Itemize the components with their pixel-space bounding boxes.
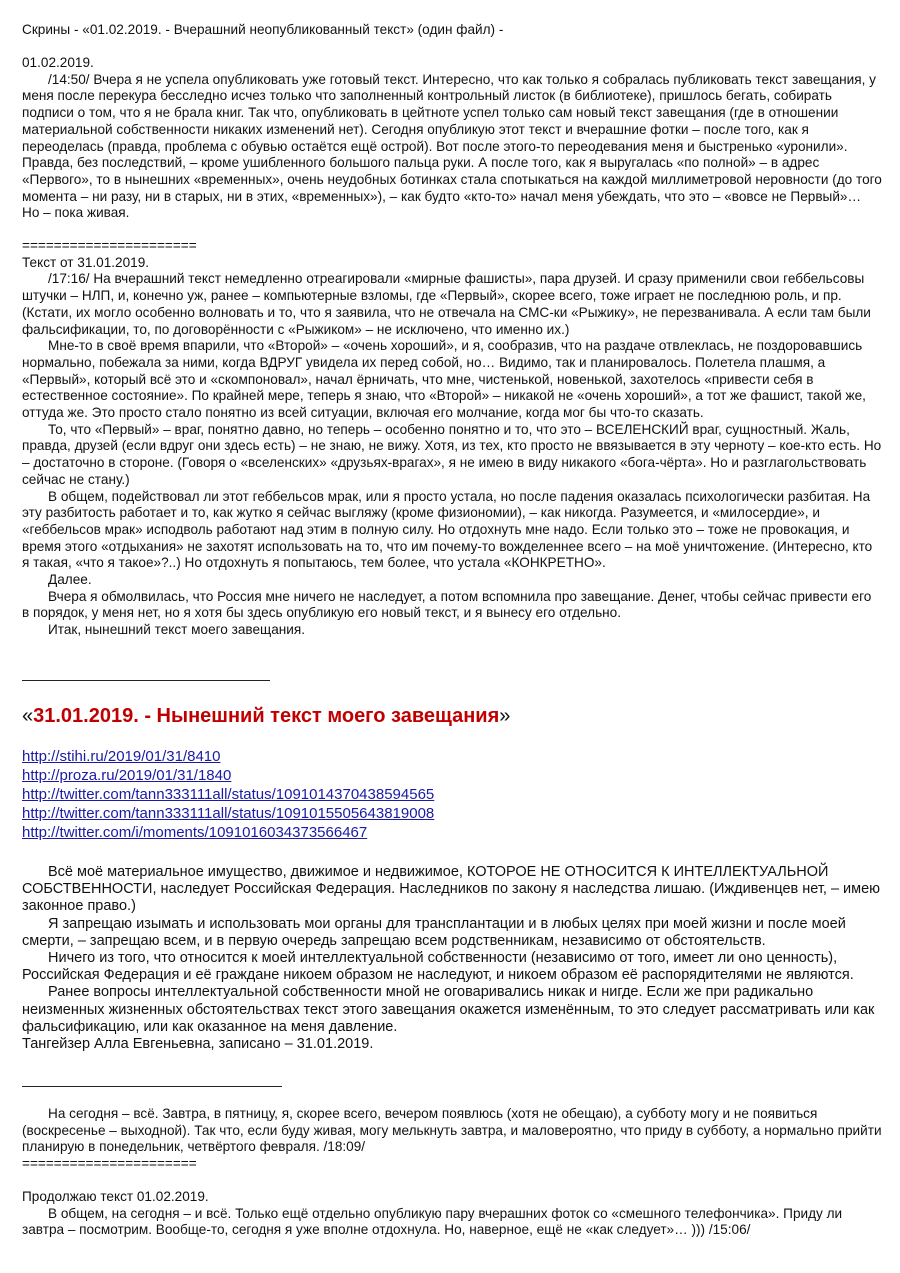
paragraph: Ранее вопросы интеллектуальной собственности мной не оговаривались никак и нигде. Если же при радикально неизменных жизненных обстоятельствах текст этого завещания окажется изменённым, то это следует рассматривать или как фальсификацию, или как оказанное на меня давление. (22, 984, 875, 1035)
paragraph: На сегодня – всё. Завтра, в пятницу, я, скорее всего, вечером появлюсь (хотя не обещаю), а субботу могу и не появиться (воскресенье – выходной). Так что, если буду живая, могу мелькнуть завтра, и маловероятно, что приду в субботу, а нормально прийти планирую в понедельник, четвёртого февраля. /18:09/ (22, 1106, 882, 1155)
link-twitter-status-1[interactable]: http://twitter.com/tann333111all/status/1091014370438594565 (22, 786, 435, 803)
header-caption: Скрины - «01.02.2019. - Вчерашний неопубликованный текст» (один файл) - (22, 22, 504, 37)
link-twitter-moments[interactable]: http://twitter.com/i/moments/1091016034373566467 (22, 824, 368, 841)
separator: ====================== (22, 238, 197, 253)
signature: Тангейзер Алла Евгеньевна, записано – 31.01.2019. (22, 1036, 374, 1053)
paragraph: Вчера я обмолвилась, что Россия мне ничего не наследует, а потом вспомнила про завещание. Денег, чтобы сейчас привести его в порядок, у меня нет, но я хотя бы здесь опубликую его новый текст, и я вынесу его отдельно. (22, 588, 872, 621)
paragraph: Мне-то в своё время впарили, что «Второй» – «очень хороший», и я, сообразив, что на раздаче отвлеклась, не поздоровавшись нормально, побежала за ними, когда ВДРУГ увидела их перед собой, но… Видимо, так и планировалось. Полетела плашмя, а «Первый», который всё это и «скомпоновал», начал ёрничать, что мне, чистенькой, новенькой, захотелось «привести себя в естественное состояние». По крайней мере, теперь я знаю, что «Второй» – никакой не «очень хороший», а тот же фашист, такой же, оттуда же. Это просто стало понятно из всей ситуации, включая его молчание, когда мог бы что-то сказать. (22, 338, 866, 421)
paragraph: Всё моё материальное имущество, движимое и недвижимое, КОТОРОЕ НЕ ОТНОСИТСЯ К ИНТЕЛЛЕКТУАЛЬНОЙ СОБСТВЕННОСТИ, наследует Российская Федерация. Наследников по закону я наследства лишаю. (Иждивенцев нет, – имею законное право.) (22, 864, 881, 915)
section-heading: Текст от 31.01.2019. (22, 254, 150, 270)
link-list (22, 747, 882, 842)
paragraph: /14:50/ Вчера я не успела опубликовать уже готовый текст. Интересно, что как только я собралась публиковать текст завещания, у меня после перекура бесследно исчез только что заполненный контрольный листок (в библиотеке), пришлось бегать, собирать подписи о том, что я не брала книг. Так что, опубликовать в цейтноте успел только сам новый текст завещания (где в отношении материальной собственности никаких изменений нет). Сегодня опубликую этот текст и вчерашние фотки – после того, как я переоделась (правда, проблема с обувью остаётся ещё острой). Вот после этого-то переодевания меня и быстренько «уронили». Правда, без последствий, – кроме ушибленного большого пальца руки. А после того, как я выругалась «по полной» – в адрес «Первого», то в нынешних «временных», очень неудобных ботинках стала спотыкаться на каждой миллиметровой неровности (до того момента – ни разу, ни в старых, ни в этих, «временных»), – как будто «кто-то» начал меня убеждать, что это – «вовсе не Первый»… Но – пока живая. (22, 71, 882, 221)
will-title: «31.01.2019. - Нынешний текст моего завещания» (22, 705, 511, 727)
section-heading: Продолжаю текст 01.02.2019. (22, 1189, 209, 1204)
paragraph: Ничего из того, что относится к моей интеллектуальной собственности (независимо от того, имеет ли оно ценность), Российская Федерация и её граждане никоем образом не наследуют, и никоем образом её распорядителями не являются. (22, 950, 854, 984)
section-31-01 (22, 238, 882, 639)
divider (22, 680, 270, 681)
paragraph: Итак, нынешний текст моего завещания. (48, 622, 306, 638)
separator: ====================== (22, 1156, 197, 1172)
paragraph: В общем, на сегодня – и всё. Только ещё отдельно опубликую пару вчерашних фоток со «смешного телефончика». Приду ли завтра – посмотрим. Вообще-то, сегодня я уже вполне отдохнула. Но, наверное, ещё не «как следует»… ))) /15:06/ (22, 1205, 843, 1238)
link-twitter-status-2[interactable]: http://twitter.com/tann333111all/status/1091015505643819008 (22, 805, 435, 822)
paragraph: Я запрещаю изымать и использовать мои органы для трансплантации и в любых целях при моей жизни и после моей смерти, – запрещаю всем, и в первую очередь запрещаю всем родственникам, независимо от обстоятельств. (22, 915, 846, 949)
section-01-02 (22, 55, 882, 222)
will-body (22, 864, 882, 1053)
section-date: 01.02.2019. (22, 55, 94, 70)
section-closing (22, 1106, 882, 1173)
paragraph: Далее. (48, 572, 92, 588)
paragraph: В общем, подействовал ли этот геббельсов мрак, или я просто устала, но после падения оказалась психологически разбитая. На эту разбитость работает и то, как жутко я сейчас выгляжу (кроме физиономии), – как никогда. Разумеется, и «милосердие», и «геббельсов мрак» исподволь работают над этим в полную силу. Но отдохнуть мне надо. Если только это – тоже не провокация, и время этого «отдыхания» не захотят использовать на то, что им почему-то вожделеннее всего – на моё уничтожение. (Интересно, кто я такая, «что я такое»?..) Но отдохнуть я попытаюсь, тем более, что устала «КОНКРЕТНО». (22, 488, 873, 571)
paragraph: То, что «Первый» – враг, понятно давно, но теперь – особенно понятно и то, что это – ВСЕЛЕНСКИЙ враг, сущностный. Жаль, правда, друзей (если вдруг они здесь есть) – не знаю, не вижу. Хотя, из тех, кто просто не ввязывается в эту черноту – кое-кто есть. Но – достаточно в стороне. (Говоря о «вселенских» «друзьях-врагах», я не имею в виду никакого «бога-чёрта». Но и разглагольствовать сейчас не стану.) (22, 421, 882, 487)
link-proza[interactable]: http://proza.ru/2019/01/31/1840 (22, 767, 232, 784)
will-title-text: 31.01.2019. - Нынешний текст моего завещания (33, 705, 500, 727)
paragraph: /17:16/ На вчерашний текст немедленно отреагировали «мирные фашисты», пара друзей. И сразу применили свои геббельсовы штучки – НЛП, и, конечно уж, ранее – компьютерные взломы, где «Первый», скорее всего, тоже играет не последнюю роль, и пр. (Кстати, их могло особенно волновать и то, что я заявила, что не отвечала на СМС-ки «Рыжику», не перезванивала. А если там были фальсификации, то, по договорённости с «Рыжиком» – не исключено, что именно их.) (22, 271, 871, 337)
section-continue (22, 1189, 882, 1239)
divider (22, 1086, 282, 1087)
link-stihi[interactable]: http://stihi.ru/2019/01/31/8410 (22, 748, 221, 765)
